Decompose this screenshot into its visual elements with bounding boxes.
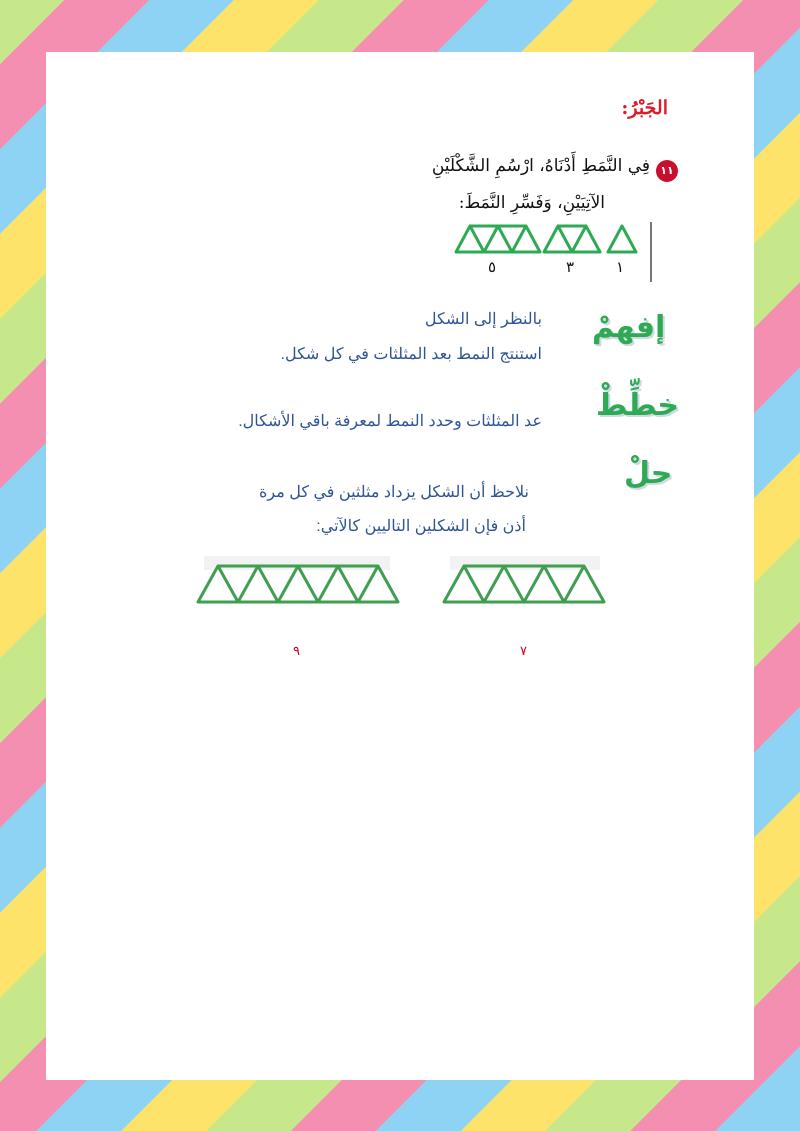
- understand-heading: إفهمْ: [592, 310, 666, 345]
- pattern-figure-5-triangles: [456, 226, 540, 252]
- triangle-up: [238, 566, 278, 602]
- triangle-up: [318, 566, 358, 602]
- answer-figure-9-triangles: [194, 556, 400, 606]
- answer-figure-7-triangles: [440, 556, 606, 606]
- pattern-figure-3-triangles: [544, 226, 600, 252]
- pattern-figure-1-triangle: [608, 226, 636, 252]
- triangle-up: [456, 226, 484, 252]
- question-pattern-figures: [452, 222, 648, 258]
- section-title: الجَبْرُ:: [621, 97, 668, 119]
- triangle-up: [484, 226, 512, 252]
- figure-label-5: ٥: [488, 258, 497, 276]
- triangle-up: [278, 566, 318, 602]
- worksheet-page: [46, 52, 754, 1080]
- triangle-up: [564, 566, 604, 602]
- answer-figure-label-7: ٧: [520, 643, 527, 658]
- understand-text-line-2: استنتج النمط بعد المثلثات في كل شكل.: [280, 346, 542, 363]
- plan-heading: خطِّطْ: [596, 388, 679, 423]
- triangle-up: [198, 566, 238, 602]
- triangle-up: [358, 566, 398, 602]
- triangle-up: [524, 566, 564, 602]
- plan-text-line-1: عد المثلثات وحدد النمط لمعرفة باقي الأشكال.: [238, 413, 542, 430]
- answer-figure-label-9: ٩: [293, 643, 300, 658]
- figure-label-1: ١: [616, 258, 625, 276]
- triangle-up: [544, 226, 572, 252]
- triangle-up: [512, 226, 540, 252]
- solve-text-line-1: نلاحظ أن الشكل يزداد مثلثين في كل مرة: [259, 484, 529, 501]
- solve-text-line-2: أذن فإن الشكلين التاليين كالآتي:: [316, 518, 526, 535]
- triangle-up: [608, 226, 636, 252]
- triangle-up: [572, 226, 600, 252]
- triangle-up: [484, 566, 524, 602]
- figure-label-3: ٣: [566, 258, 575, 276]
- triangle-up: [444, 566, 484, 602]
- solve-heading: حلْ: [624, 456, 673, 491]
- question-text-line-2: الآتِيَيْنِ، وَفَسِّرِ النَّمَطَ:: [458, 193, 605, 213]
- understand-text-line-1: بالنظر إلى الشكل: [424, 311, 542, 328]
- question-text-line-1: فِي النَّمَطِ أَدْنَاهُ، ارْسُمِ الشَّكْلَيْنِ: [431, 156, 650, 176]
- figure-background-smudge: [450, 556, 600, 570]
- question-number-badge: ١١: [656, 160, 678, 182]
